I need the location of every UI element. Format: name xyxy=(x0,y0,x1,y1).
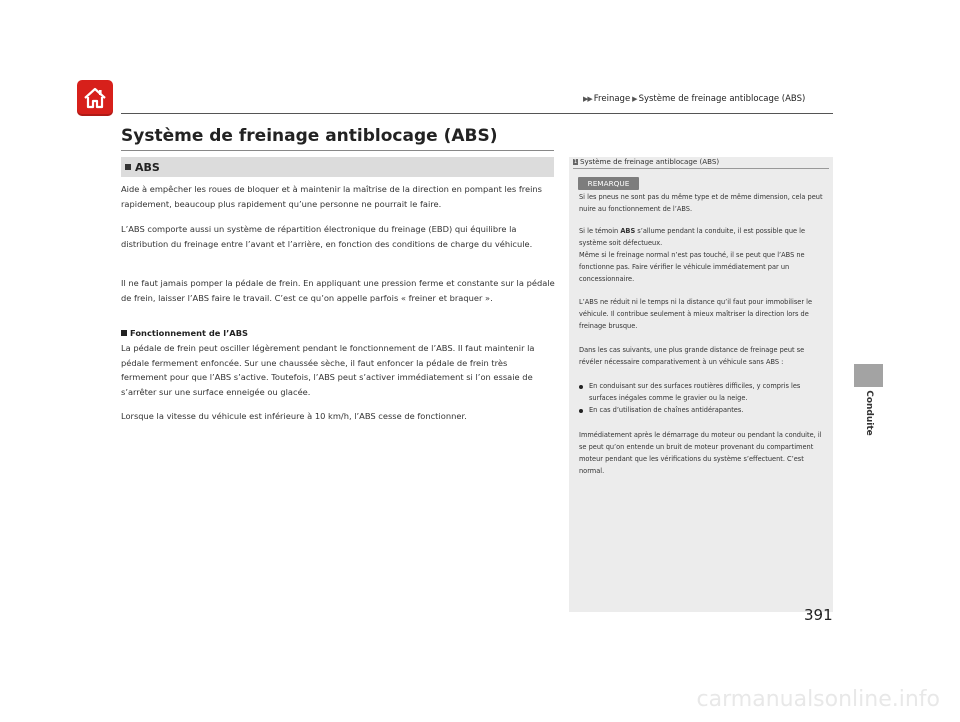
breadcrumb-arrow-icon: ▶▶ xyxy=(583,95,592,103)
breadcrumb-item-freinage[interactable]: Freinage xyxy=(593,94,631,104)
subsection-title-text: Fonctionnement de l’ABS xyxy=(130,328,249,338)
sidebar-paragraph: Si les pneus ne sont pas du même type et de même dimension, cela peut nuire au fonctionnement de l’ABS. xyxy=(579,193,823,213)
home-icon xyxy=(82,86,108,110)
sidebar-paragraph xyxy=(579,226,827,250)
sidebar-paragraph: Dans les cas suivants, une plus grande distance de freinage peut se révéler nécessaire comparativement à un véhicule sans ABS : xyxy=(579,346,805,366)
abs-indicator-label: ABS xyxy=(620,227,636,235)
sidebar-divider xyxy=(573,168,829,169)
section-square-icon xyxy=(125,164,131,170)
breadcrumb xyxy=(583,94,805,104)
subsection-square-icon xyxy=(121,330,127,336)
list-item xyxy=(579,405,827,417)
sidebar-title-text: Système de freinage antiblocage (ABS) xyxy=(580,157,720,166)
paragraph: Lorsque la vitesse du véhicule est inférieure à 10 km/h, l’ABS cesse de fonctionner. xyxy=(121,411,467,421)
watermark: carmanualsonline.info xyxy=(696,687,940,712)
paragraph: Aide à empêcher les roues de bloquer et à maintenir la maîtrise de la direction en pompant les freins rapidement, beaucoup plus rapidement qu’une personne ne pourrait le faire. xyxy=(121,184,542,209)
sidebar-paragraph: L’ABS ne réduit ni le temps ni la distance qu’il faut pour immobiliser le véhicule. Il contribue seulement à mieux maîtriser la direction lors de freinage brusque. xyxy=(579,298,813,330)
sidebar-paragraph: Même si le freinage normal n’est pas touché, il se peut que l’ABS ne fonctionne pas. Faire vérifier le véhicule immédiatement par un concessionnaire. xyxy=(579,251,805,283)
section-label: ABS xyxy=(135,160,160,174)
sidebar-text: s’allume pendant la conduite, il est possible que le système soit défectueux. xyxy=(579,227,806,247)
home-button[interactable] xyxy=(77,80,113,116)
paragraph: La pédale de frein peut osciller légèrement pendant le fonctionnement de l’ABS. Il faut maintenir la pédale fermement enfoncée. Sur une chaussée sèche, il faut enfoncer la pédale de frein très fermement pour que l’ABS s’active. Toutefois, l’ABS peut s’activer immédiatement si l’on essaie de s’arrêter sur une surface enneigée ou glacée. xyxy=(121,343,535,397)
list-item-text: En conduisant sur des surfaces routières difficiles, y compris les surfaces inégales comme le gravier ou la neige. xyxy=(589,382,801,402)
remarque-badge: REMARQUE xyxy=(578,177,639,190)
bullet-icon xyxy=(579,409,583,413)
chapter-tab-label[interactable] xyxy=(847,383,891,443)
bullet-icon xyxy=(579,385,583,389)
paragraph: L’ABS comporte aussi un système de répartition électronique du freinage (EBD) qui équilibre la distribution du freinage entre l’avant et l’arrière, en fonction des conditions de charge du véhicule. xyxy=(121,224,533,249)
paragraph: Il ne faut jamais pomper la pédale de frein. En appliquant une pression ferme et constante sur la pédale de frein, laisser l’ABS faire le travail. C’est ce qu’on appelle parfois « freiner et braquer ». xyxy=(121,278,555,303)
list-item-text: En cas d’utilisation de chaînes antidérapantes. xyxy=(589,406,744,414)
page-number: 391 xyxy=(804,606,833,624)
breadcrumb-item-abs[interactable]: Système de freinage antiblocage (ABS) xyxy=(638,94,806,104)
reference-number: 1 xyxy=(573,158,578,165)
breadcrumb-arrow-icon: ▶ xyxy=(632,95,637,103)
page-title: Système de freinage antiblocage (ABS) xyxy=(121,126,498,146)
title-divider xyxy=(121,150,554,151)
chapter-tab-text: Conduite xyxy=(864,390,875,436)
header-divider xyxy=(121,113,833,114)
subsection-title xyxy=(121,328,248,338)
section-header xyxy=(121,157,554,177)
sidebar-text: Si le témoin xyxy=(579,227,621,235)
list-item xyxy=(579,381,827,405)
sidebar-paragraph: Immédiatement après le démarrage du moteur ou pendant la conduite, il se peut qu’on entende un bruit de moteur provenant du compartiment moteur pendant que les vérifications du système s’effectuent. C’est normal. xyxy=(579,431,822,475)
sidebar-title xyxy=(573,157,719,166)
